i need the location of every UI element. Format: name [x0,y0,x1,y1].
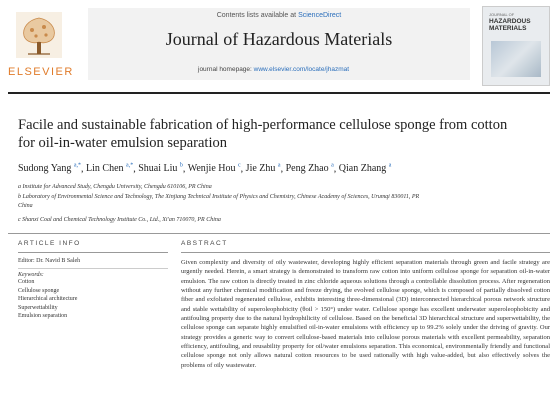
article-info-column [18,240,168,321]
elsevier-wordmark: ELSEVIER [8,66,74,78]
homepage-label: journal homepage: [198,66,254,73]
editor-rule [18,268,168,269]
keywords-label: Keywords: [18,272,44,278]
cover-title-line-1: HAZARDOUS [489,18,531,25]
section-divider [8,233,550,234]
article-title: Facile and sustainable fabrication of high-performance cellulose sponge from cotton for oil-in-water emulsion separation [18,117,508,151]
abstract-column [181,240,550,370]
header-divider [8,92,550,94]
cover-image [491,41,541,77]
sciencedirect-link[interactable]: ScienceDirect [298,12,342,19]
elsevier-tree-icon [16,12,62,58]
contents-line [88,12,470,19]
author[interactable]: Lin Chen $^{a,*}$ [86,163,134,175]
keyword: Hierarchical architecture [18,296,78,302]
author[interactable]: Qian Zhang $^a$ [338,163,392,175]
editor-line: Editor: Dr. Navid B Saleh [18,258,81,264]
abstract-rule [181,252,550,253]
author-list: Sudong Yang $^{a,*}$, Lin Chen $^{a,*}$, Shuai Liu $^b$, Wenjie Hou $^c$, Jie Zhu $^a$, Peng Zhao $^a$, Qian Zhang $^a$ [18,163,392,175]
journal-header-box [88,8,470,80]
keyword: Superwettability [18,304,58,311]
keyword: Cotton [18,279,35,285]
affiliation: a Institute for Advanced Study, Chengdu University, Chengdu 610106, PR China [18,184,212,190]
elsevier-logo[interactable] [8,8,74,86]
keyword: Emulsion separation [18,313,68,319]
cover-title-line-2: MATERIALS [489,25,527,33]
homepage-line [88,66,470,73]
affiliation: China [18,203,33,209]
author[interactable]: Shuai Liu $^b$ [138,163,183,175]
author[interactable]: Peng Zhao $^a$ [285,163,334,175]
journal-title[interactable]: Journal of Hazardous Materials [165,29,393,49]
article-info-rule [18,252,168,253]
affiliations [18,183,538,225]
homepage-link[interactable]: www.elsevier.com/locate/jhazmat [253,66,350,73]
abstract-text: Given complexity and diversity of oily wastewater, developing highly efficient separation materials through green and facile strategy are urgently needed. Herein, a smart strategy is demonstrated to transform raw cotton into uniform cellulose sponge for separation oil-in-water emulsion. The raw cotton is directly treated in zinc chloride aqueous solutions through a controllable dissolution process. After regeneration without any further chemical modification and freeze drying, the evolved cellulose sponge, which is composed of partially dissolved cotton fiber and exfoliated regenerated cellulose, exhibits interesting three-dimensional (3D) interconnected hierarchical porous network structure and stable wettability of superoleophobicity (θoil > 150°) under water. Cellulose sponge has excellent underwater superoleophobicity and antifouling property due to the natural hydrophilicity of cellulose. Based on the beneficial 3D hierarchical structure and superwettability, the cellulose sponge can separate highly emulsified oil-in-water emulsions with efficiency up to 99.2% solely under the driving of gravity. Our strategy provides a generic way to convert cellulose-based materials into cellulose porous materials with excellent permeability, separation efficiency, antifouling, and reusability property for oil/water emulsions separation. This economical, environmentally friendly and functional cellulose sponge not only allows natural cotton resources to be used rationally with high value-added, but also effectively solves the problems of oily wastewater. [181,259,550,369]
author[interactable]: Sudong Yang $^{a,*}$ [18,163,82,175]
keyword: Cellulose sponge [18,287,60,294]
author[interactable]: Jie Zhu $^a$ [245,163,281,175]
contents-prefix: Contents lists available at [216,12,299,19]
journal-masthead [0,0,558,90]
cover-journal-of: JOURNAL OF [489,12,515,17]
article-info-heading: ARTICLE INFO [18,240,81,247]
affiliation: c Shanxi Coal and Chemical Technology Institute Co., Ltd., Xi'an 710070, PR China [18,216,221,223]
author[interactable]: Wenjie Hou $^c$ [187,163,241,175]
journal-cover-thumbnail[interactable] [482,6,550,86]
affiliation: b Laboratory of Environmental Science and Technology, The Xinjiang Technical Institute of Physics and Chemistry, Chinese Academy of Sciences, Urumqi 830011, PR [18,193,420,200]
abstract-heading: ABSTRACT [181,240,228,247]
